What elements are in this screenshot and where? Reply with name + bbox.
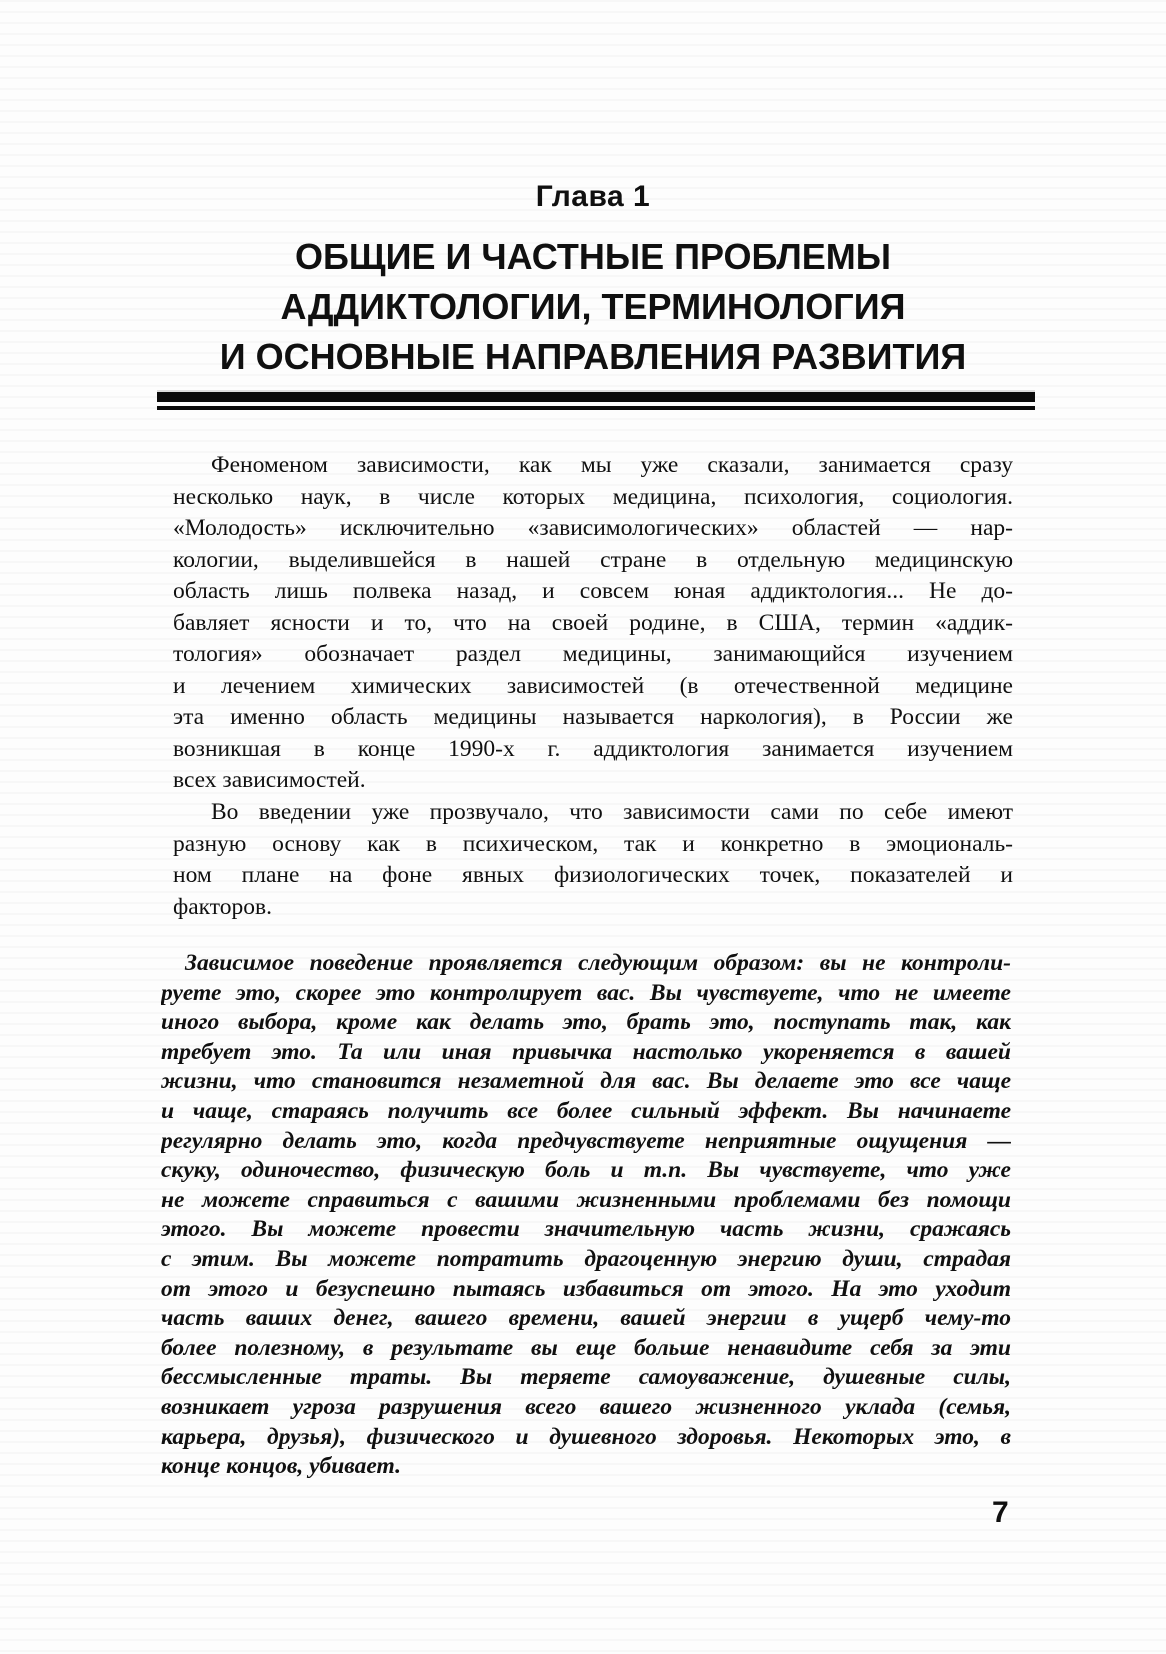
text-line: регулярно делать это, когда предчувствуете неприятные ощущения — <box>161 1127 1011 1154</box>
text-line: всех зависимостей. <box>173 767 366 793</box>
paragraph <box>173 450 1013 797</box>
chapter-title-line: АДДИКТОЛОГИИ, ТЕРМИНОЛОГИЯ <box>280 286 906 327</box>
text-line: тология» обозначает раздел медицины, занимающийся изучением <box>173 641 1013 667</box>
text-line: жизни, что становится незаметной для вас. Вы делаете это все чаще <box>161 1068 1011 1095</box>
text-line: бессмысленные траты. Вы теряете самоуважение, душевные силы, <box>161 1364 1011 1391</box>
text-line: Феноменом зависимости, как мы уже сказали, занимается сразу <box>211 452 1013 478</box>
chapter-title <box>153 232 1033 382</box>
text-line: скуку, одиночество, физическую боль и т.п. Вы чувствуете, что уже <box>161 1157 1011 1184</box>
paragraph <box>161 949 1011 1482</box>
text-line: с этим. Вы можете потратить драгоценную энергию души, страдая <box>161 1245 1011 1272</box>
text-line: «Молодость» исключительно «зависимологических» областей — нар- <box>173 515 1013 541</box>
text-line: руете это, скорее это контролирует вас. Вы чувствуете, что не имеете <box>161 979 1011 1006</box>
page-number: 7 <box>992 1496 1009 1529</box>
chapter-title-line: И ОСНОВНЫЕ НАПРАВЛЕНИЯ РАЗВИТИЯ <box>219 336 967 377</box>
text-line: факторов. <box>173 893 272 920</box>
text-line: бавляет ясности и то, что на своей родине, в США, термин «аддик- <box>173 609 1013 636</box>
text-line: возникшая в конце 1990-х г. аддиктология занимается изучением <box>173 735 1013 762</box>
text-line: часть ваших денег, вашего времени, вашей энергии в ущерб чему-то <box>161 1305 1011 1332</box>
chapter-title-line: ОБЩИЕ И ЧАСТНЫЕ ПРОБЛЕМЫ <box>295 236 891 277</box>
paragraph <box>173 797 1013 923</box>
text-line: несколько наук, в числе которых медицина, психология, социология. <box>173 483 1013 510</box>
text-line: кологии, выделившейся в нашей стране в отдельную медицинскую <box>173 546 1013 573</box>
text-line: карьера, друзья), физического и душевного здоровья. Некоторых это, в <box>161 1423 1011 1450</box>
text-line: не можете справиться с вашими жизненными проблемами без помощи <box>161 1186 1011 1213</box>
text-line: и чаще, стараясь получить все более сильный эффект. Вы начинаете <box>161 1097 1011 1124</box>
text-line: Во введении уже прозвучало, что зависимости сами по себе имеют <box>211 799 1013 825</box>
text-line: разную основу как в психическом, так и конкретно в эмоциональ- <box>173 830 1013 857</box>
chapter-label: Глава 1 <box>535 180 651 213</box>
text-line: конце концов, убивает. <box>161 1453 401 1480</box>
text-line: Зависимое поведение проявляется следующим образом: вы не контроли- <box>185 950 1011 976</box>
text-line: более полезному, в результате вы еще больше ненавидите себя за эти <box>161 1334 1011 1361</box>
text-line: область лишь полвека назад, и совсем юная аддиктология... Не до- <box>173 578 1013 604</box>
text-line: ном плане на фоне явных физиологических точек, показателей и <box>173 862 1013 888</box>
text-line: иного выбора, кроме как делать это, брать это, поступать так, как <box>161 1009 1011 1036</box>
divider-thin-bar <box>157 406 1035 410</box>
text-line: требует это. Та или иная привычка настолько укореняется в вашей <box>161 1038 1011 1065</box>
text-line: от этого и безуспешно пытаясь избавиться от этого. На это уходит <box>161 1275 1011 1302</box>
text-line: и лечением химических зависимостей (в отечественной медицине <box>173 672 1013 699</box>
text-line: возникает угроза разрушения всего вашего жизненного уклада (семья, <box>161 1393 1011 1420</box>
divider-thick-bar <box>157 392 1035 402</box>
text-column <box>161 0 1013 1654</box>
title-divider-rule <box>157 392 1035 410</box>
text-line: этого. Вы можете провести значительную часть жизни, сражаясь <box>161 1216 1011 1243</box>
text-line: эта именно область медицины называется наркология), в России же <box>173 704 1013 730</box>
